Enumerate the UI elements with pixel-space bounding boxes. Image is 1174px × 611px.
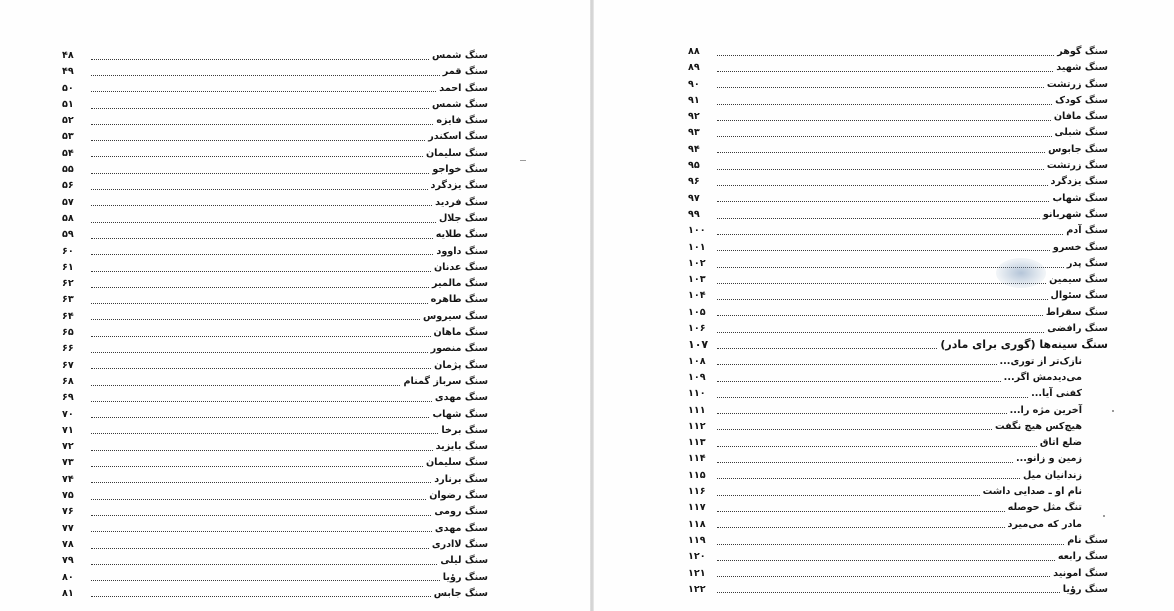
- toc-entry-title: سنگ لاادری: [431, 538, 488, 550]
- toc-entry-title: ضلع اتاق: [1039, 437, 1082, 449]
- toc-entry-title: سنگ رابعه: [1057, 551, 1108, 563]
- toc-entry-page-number: ۵۱: [62, 98, 74, 110]
- toc-entry-page-number: ۷۵: [62, 490, 74, 502]
- dot-leader: [91, 140, 425, 141]
- toc-entry-page-number: ۶۸: [62, 375, 74, 387]
- toc-entry-title: سنگ سیروس: [422, 310, 488, 322]
- toc-entry-page-number: ۱۰۵: [688, 306, 706, 318]
- toc-entry: [62, 81, 488, 97]
- dot-leader: [91, 254, 433, 255]
- toc-entry-page-number: ۷۳: [62, 457, 74, 469]
- toc-entry: [688, 191, 1108, 207]
- toc-entry: [62, 178, 488, 194]
- toc-entry-title: سنگ رؤیا: [442, 571, 488, 583]
- toc-entry-title: سنگ آدم: [1066, 225, 1108, 237]
- toc-entry-title: سنگ مهدی: [434, 392, 488, 404]
- toc-entry: [62, 195, 488, 211]
- dot-leader: [91, 482, 431, 483]
- toc-entry-page-number: ۱۱۴: [688, 453, 706, 465]
- toc-entry-page-number: ۹۰: [688, 78, 700, 90]
- toc-entry-page-number: ۶۵: [62, 327, 74, 339]
- dot-leader: [717, 381, 1001, 382]
- toc-entry: [688, 386, 1108, 402]
- toc-entry-page-number: ۷۸: [62, 538, 74, 550]
- toc-entry-page-number: ۱۰۸: [688, 355, 706, 367]
- toc-entry-title: تنگ مثل حوصله: [1007, 502, 1082, 514]
- toc-entry: [62, 48, 488, 64]
- toc-entry-title: سنگ گوهر: [1057, 46, 1108, 57]
- dot-leader: [91, 205, 432, 206]
- toc-entry-title: سنگ امونید: [1053, 567, 1108, 579]
- toc-entry-page-number: ۱۰۷: [688, 338, 709, 352]
- toc-entry: [62, 129, 488, 145]
- dot-leader: [91, 548, 429, 549]
- toc-entry-page-number: ۵۰: [62, 82, 74, 94]
- dot-leader: [91, 515, 431, 516]
- dot-leader: [717, 364, 997, 365]
- toc-entry-page-number: ۶۰: [62, 245, 74, 257]
- toc-entry-page-number: ۱۱۲: [688, 420, 706, 432]
- dot-leader: [717, 495, 980, 496]
- toc-entry-title: سنگ سینه‌ها (گوری برای مادر): [940, 338, 1108, 352]
- dot-leader: [717, 462, 1013, 463]
- toc-entry: [688, 305, 1108, 321]
- dot-leader: [91, 156, 423, 157]
- toc-entry-title: سنگ یزدگرد: [1050, 176, 1108, 188]
- toc-entry-title: سنگ نام: [1067, 534, 1108, 546]
- toc-entry: [62, 309, 488, 325]
- toc-entry: [62, 553, 488, 569]
- toc-entry-title: سنگ بایزید: [435, 441, 488, 453]
- paper-speck: [1112, 410, 1114, 412]
- toc-entry: [688, 207, 1108, 223]
- toc-entry-title: سنگ برنارد: [434, 473, 488, 485]
- toc-entry: [62, 162, 488, 178]
- toc-entry-title: سنگ رضوان: [429, 490, 488, 502]
- toc-entry: [688, 321, 1108, 337]
- toc-entry-page-number: ۵۹: [62, 229, 74, 241]
- dot-leader: [717, 234, 1063, 235]
- toc-entry: [62, 521, 488, 537]
- toc-entry-page-number: ۸۸: [688, 46, 700, 57]
- toc-entry-title: سنگ پژمان: [434, 359, 488, 371]
- toc-entry: [688, 354, 1108, 370]
- dot-leader: [717, 332, 1044, 333]
- paper-speck: [520, 160, 526, 161]
- toc-entry-page-number: ۱۲۲: [688, 583, 706, 595]
- toc-entry: [62, 423, 488, 439]
- toc-entry: [688, 517, 1108, 533]
- toc-entry-page-number: ۶۱: [62, 261, 74, 273]
- toc-entry: [62, 570, 488, 586]
- toc-entry-page-number: ۹۳: [688, 127, 700, 139]
- toc-entry-page-number: ۱۰۳: [688, 274, 706, 286]
- toc-entry-page-number: ۸۰: [62, 571, 74, 583]
- dot-leader: [717, 152, 1045, 153]
- dot-leader: [91, 222, 436, 223]
- dot-leader: [91, 271, 431, 272]
- toc-entry-title: سنگ شبلی: [1054, 127, 1108, 139]
- toc-entry: [688, 484, 1108, 500]
- dot-leader: [717, 185, 1048, 186]
- toc-entry-page-number: ۶۳: [62, 294, 74, 306]
- dot-leader: [91, 91, 436, 92]
- toc-entry: [62, 472, 488, 488]
- dot-leader: [717, 136, 1052, 137]
- toc-entry: [62, 537, 488, 553]
- toc-entry-title: سنگ جلال: [438, 212, 488, 224]
- toc-entry: [688, 566, 1108, 582]
- dot-leader: [91, 336, 431, 337]
- toc-entry-title: سنگ خسرو: [1052, 241, 1108, 253]
- toc-entry: [62, 97, 488, 113]
- toc-entry-title: سنگ شهربانو: [1042, 208, 1108, 220]
- toc-entry: [688, 533, 1108, 549]
- toc-entry-title: سنگ قمر: [442, 66, 488, 78]
- dot-leader: [717, 576, 1050, 577]
- toc-entry: [688, 451, 1108, 467]
- toc-entry-page-number: ۵۸: [62, 212, 74, 224]
- toc-entry: [62, 488, 488, 504]
- toc-entry: [688, 468, 1108, 484]
- dot-leader: [717, 120, 1051, 121]
- dot-leader: [717, 544, 1064, 545]
- toc-entry: [62, 211, 488, 227]
- toc-entry-title: سنگ جابس: [433, 587, 488, 599]
- toc-entry-page-number: ۴۹: [62, 66, 74, 78]
- toc-entry-page-number: ۹۷: [688, 192, 700, 204]
- toc-entry-page-number: ۱۱۶: [688, 486, 706, 498]
- toc-entry-page-number: ۱۰۶: [688, 323, 706, 335]
- toc-entry-page-number: ۱۱۸: [688, 518, 706, 530]
- dot-leader: [717, 429, 992, 430]
- toc-entry-page-number: ۴۸: [62, 50, 74, 61]
- ink-stain: [996, 258, 1046, 288]
- toc-entry-page-number: ۷۹: [62, 555, 74, 567]
- toc-entry-title: سنگ رافضی: [1047, 323, 1108, 335]
- toc-entry-page-number: ۵۶: [62, 180, 74, 192]
- dot-leader: [91, 352, 428, 353]
- toc-entry: [688, 223, 1108, 239]
- toc-entry-page-number: ۵۷: [62, 196, 74, 208]
- toc-entry-title: سنگ شهید: [1056, 62, 1108, 74]
- toc-entry-title: سنگ طاهره: [430, 294, 488, 306]
- dot-leader: [717, 348, 937, 349]
- dot-leader: [91, 108, 429, 109]
- toc-entry: [62, 146, 488, 162]
- toc-entry: [688, 60, 1108, 76]
- dot-leader: [91, 303, 428, 304]
- toc-entry-page-number: ۵۲: [62, 115, 74, 127]
- toc-entry-page-number: ۱۱۱: [688, 404, 706, 416]
- dot-leader: [91, 596, 431, 597]
- toc-entry-title: سنگ زرتشت: [1046, 78, 1108, 90]
- toc-entry: [62, 455, 488, 471]
- dot-leader: [717, 315, 1043, 316]
- left-table-of-contents: [62, 48, 488, 602]
- dot-leader: [717, 413, 1007, 414]
- toc-entry-title: کفنی آیا...: [1031, 388, 1082, 400]
- toc-entry: [62, 374, 488, 390]
- toc-entry-page-number: ۸۱: [62, 587, 74, 599]
- toc-entry-title: سنگ مهدی: [434, 522, 488, 534]
- toc-entry-page-number: ۹۹: [688, 208, 700, 220]
- toc-entry-page-number: ۷۶: [62, 506, 74, 518]
- toc-entry-title: سنگ عدنان: [433, 261, 488, 273]
- toc-entry: [62, 260, 488, 276]
- toc-entry-page-number: ۶۴: [62, 310, 74, 322]
- dot-leader: [91, 564, 437, 565]
- toc-entry-page-number: ۹۵: [688, 160, 700, 172]
- toc-entry: [62, 64, 488, 80]
- toc-entry-title: سنگ سیمین: [1049, 274, 1108, 286]
- toc-entry: [62, 586, 488, 602]
- dot-leader: [91, 75, 440, 76]
- toc-entry: [62, 341, 488, 357]
- toc-entry-title: سنگ کودک: [1055, 94, 1108, 106]
- toc-entry-title: سنگ پدر: [1066, 257, 1108, 269]
- toc-entry-title: نازک‌تر از توری...: [999, 355, 1082, 367]
- dot-leader: [91, 580, 440, 581]
- toc-entry-page-number: ۱۲۰: [688, 551, 706, 563]
- paper-speck: [1103, 515, 1105, 517]
- toc-entry-page-number: ۱۱۰: [688, 388, 706, 400]
- dot-leader: [717, 511, 1005, 512]
- toc-entry-page-number: ۹۴: [688, 143, 700, 155]
- toc-entry: [62, 276, 488, 292]
- toc-entry: [62, 407, 488, 423]
- toc-entry-title: نام او ـ صدایی داشت: [982, 486, 1082, 498]
- right-table-of-contents: [688, 44, 1108, 598]
- right-page: [594, 0, 1174, 611]
- toc-entry: [62, 113, 488, 129]
- toc-entry-title: سنگ فردید: [435, 196, 488, 208]
- toc-entry-title: سنگ فایزه: [436, 115, 488, 127]
- dot-leader: [91, 124, 433, 125]
- toc-entry-title: زندانیان میل: [1022, 469, 1082, 481]
- dot-leader: [717, 87, 1044, 88]
- toc-entry-page-number: ۷۷: [62, 522, 74, 534]
- toc-entry-page-number: ۸۹: [688, 62, 700, 74]
- toc-entry: [62, 244, 488, 260]
- dot-leader: [91, 319, 420, 320]
- dot-leader: [717, 478, 1020, 479]
- toc-entry-title: سنگ منصور: [430, 343, 488, 355]
- toc-entry: [688, 549, 1108, 565]
- toc-entry-title: سنگ سرباز گمنام: [403, 375, 488, 387]
- toc-entry-title: سنگ سلیمان: [425, 457, 488, 469]
- toc-entry-page-number: ۶۷: [62, 359, 74, 371]
- toc-entry-title: سنگ لیلی: [440, 555, 488, 567]
- toc-entry: [688, 370, 1108, 386]
- toc-entry-title: سنگ شمس: [432, 50, 488, 61]
- toc-entry-page-number: ۵۵: [62, 164, 74, 176]
- toc-entry-page-number: ۱۰۲: [688, 257, 706, 269]
- toc-entry-title: سنگ شهاب: [1052, 192, 1108, 204]
- dot-leader: [91, 499, 426, 500]
- toc-entry-title: سنگ رؤیا: [1062, 583, 1108, 595]
- dot-leader: [91, 401, 432, 402]
- toc-entry: [62, 358, 488, 374]
- toc-entry-page-number: ۹۲: [688, 111, 700, 123]
- toc-entry-page-number: ۱۱۵: [688, 469, 706, 481]
- toc-entry-page-number: ۱۰۰: [688, 225, 706, 237]
- toc-entry-title: سنگ مالمیر: [432, 278, 488, 290]
- toc-entry-page-number: ۶۶: [62, 343, 74, 355]
- toc-entry-title: سنگ جابوس: [1048, 143, 1108, 155]
- toc-entry-title: هیچ‌کس هیچ نگفت: [994, 420, 1082, 432]
- toc-entry-title: سنگ خواجو: [432, 164, 488, 176]
- dot-leader: [717, 527, 1005, 528]
- dot-leader: [91, 238, 433, 239]
- toc-entry-page-number: ۶۲: [62, 278, 74, 290]
- toc-entry: [688, 403, 1108, 419]
- toc-entry-title: سنگ طلایه: [435, 229, 488, 241]
- toc-entry-title: سنگ سلیمان: [425, 147, 488, 159]
- toc-entry: [688, 109, 1108, 125]
- toc-entry-page-number: ۶۹: [62, 392, 74, 404]
- dot-leader: [717, 250, 1050, 251]
- toc-entry-page-number: ۷۱: [62, 424, 74, 436]
- toc-entry: [688, 77, 1108, 93]
- toc-entry-page-number: ۱۰۹: [688, 371, 706, 383]
- dot-leader: [91, 287, 429, 288]
- toc-entry: [62, 390, 488, 406]
- dot-leader: [717, 446, 1037, 447]
- toc-entry-page-number: ۹۶: [688, 176, 700, 188]
- toc-entry: [688, 240, 1108, 256]
- toc-entry-title: می‌دیدمش اگر...: [1003, 371, 1082, 383]
- toc-entry-title: سنگ شمس: [432, 98, 488, 110]
- toc-entry: [62, 292, 488, 308]
- toc-entry-page-number: ۵۴: [62, 147, 74, 159]
- dot-leader: [91, 433, 438, 434]
- dot-leader: [717, 104, 1052, 105]
- toc-entry: [62, 439, 488, 455]
- toc-entry: [688, 158, 1108, 174]
- dot-leader: [717, 592, 1060, 593]
- dot-leader: [717, 71, 1053, 72]
- toc-entry: [688, 582, 1108, 598]
- toc-entry-page-number: ۱۱۳: [688, 437, 706, 449]
- dot-leader: [717, 299, 1048, 300]
- toc-entry-title: سنگ داوود: [436, 245, 488, 257]
- toc-entry-title: سنگ رومی: [434, 506, 488, 518]
- dot-leader: [91, 466, 423, 467]
- toc-entry-page-number: ۷۴: [62, 473, 74, 485]
- toc-entry-page-number: ۷۲: [62, 441, 74, 453]
- toc-entry-title: آخرین مژه را...: [1009, 404, 1082, 416]
- toc-entry: [688, 125, 1108, 141]
- toc-entry-page-number: ۱۲۱: [688, 567, 706, 579]
- dot-leader: [717, 169, 1044, 170]
- toc-entry: [688, 174, 1108, 190]
- toc-entry: [688, 337, 1108, 353]
- dot-leader: [91, 189, 428, 190]
- dot-leader: [91, 417, 429, 418]
- toc-entry-page-number: ۱۱۷: [688, 502, 706, 514]
- toc-entry-title: مادر که می‌میرد: [1007, 518, 1082, 530]
- toc-entry-page-number: ۷۰: [62, 408, 74, 420]
- dot-leader: [717, 55, 1054, 56]
- toc-entry-page-number: ۵۳: [62, 131, 74, 143]
- dot-leader: [717, 218, 1040, 219]
- dot-leader: [91, 59, 429, 60]
- toc-entry: [688, 44, 1108, 60]
- toc-entry-title: سنگ ماهان: [433, 327, 488, 339]
- toc-entry-title: سنگ سئوال: [1050, 290, 1108, 302]
- toc-entry-title: سنگ اسکندر: [428, 131, 488, 143]
- toc-entry: [688, 435, 1108, 451]
- toc-entry-page-number: ۱۱۹: [688, 534, 706, 546]
- toc-entry-title: سنگ یزدگرد: [430, 180, 488, 192]
- toc-entry-title: سنگ احمد: [439, 82, 488, 94]
- toc-entry: [688, 419, 1108, 435]
- toc-entry-page-number: ۱۰۱: [688, 241, 706, 253]
- toc-entry: [688, 142, 1108, 158]
- toc-entry-title: سنگ برخا: [441, 424, 488, 436]
- toc-entry: [62, 504, 488, 520]
- dot-leader: [717, 397, 1028, 398]
- toc-entry-page-number: ۹۱: [688, 94, 700, 106]
- toc-entry: [62, 325, 488, 341]
- toc-entry-title: سنگ زرتشت: [1046, 160, 1108, 172]
- toc-entry: [62, 227, 488, 243]
- dot-leader: [91, 368, 431, 369]
- toc-entry: [688, 500, 1108, 516]
- toc-entry-title: سنگ سقراط: [1045, 306, 1108, 318]
- dot-leader: [717, 283, 1046, 284]
- dot-leader: [91, 531, 432, 532]
- dot-leader: [717, 560, 1055, 561]
- toc-entry: [688, 288, 1108, 304]
- dot-leader: [91, 385, 400, 386]
- toc-entry-title: سنگ مافان: [1053, 111, 1108, 123]
- toc-entry-title: سنگ شهاب: [432, 408, 488, 420]
- dot-leader: [91, 450, 433, 451]
- toc-entry: [688, 93, 1108, 109]
- toc-entry-title: زمین و زانو...: [1015, 453, 1082, 465]
- dot-leader: [717, 201, 1049, 202]
- toc-entry-page-number: ۱۰۴: [688, 290, 706, 302]
- dot-leader: [91, 173, 429, 174]
